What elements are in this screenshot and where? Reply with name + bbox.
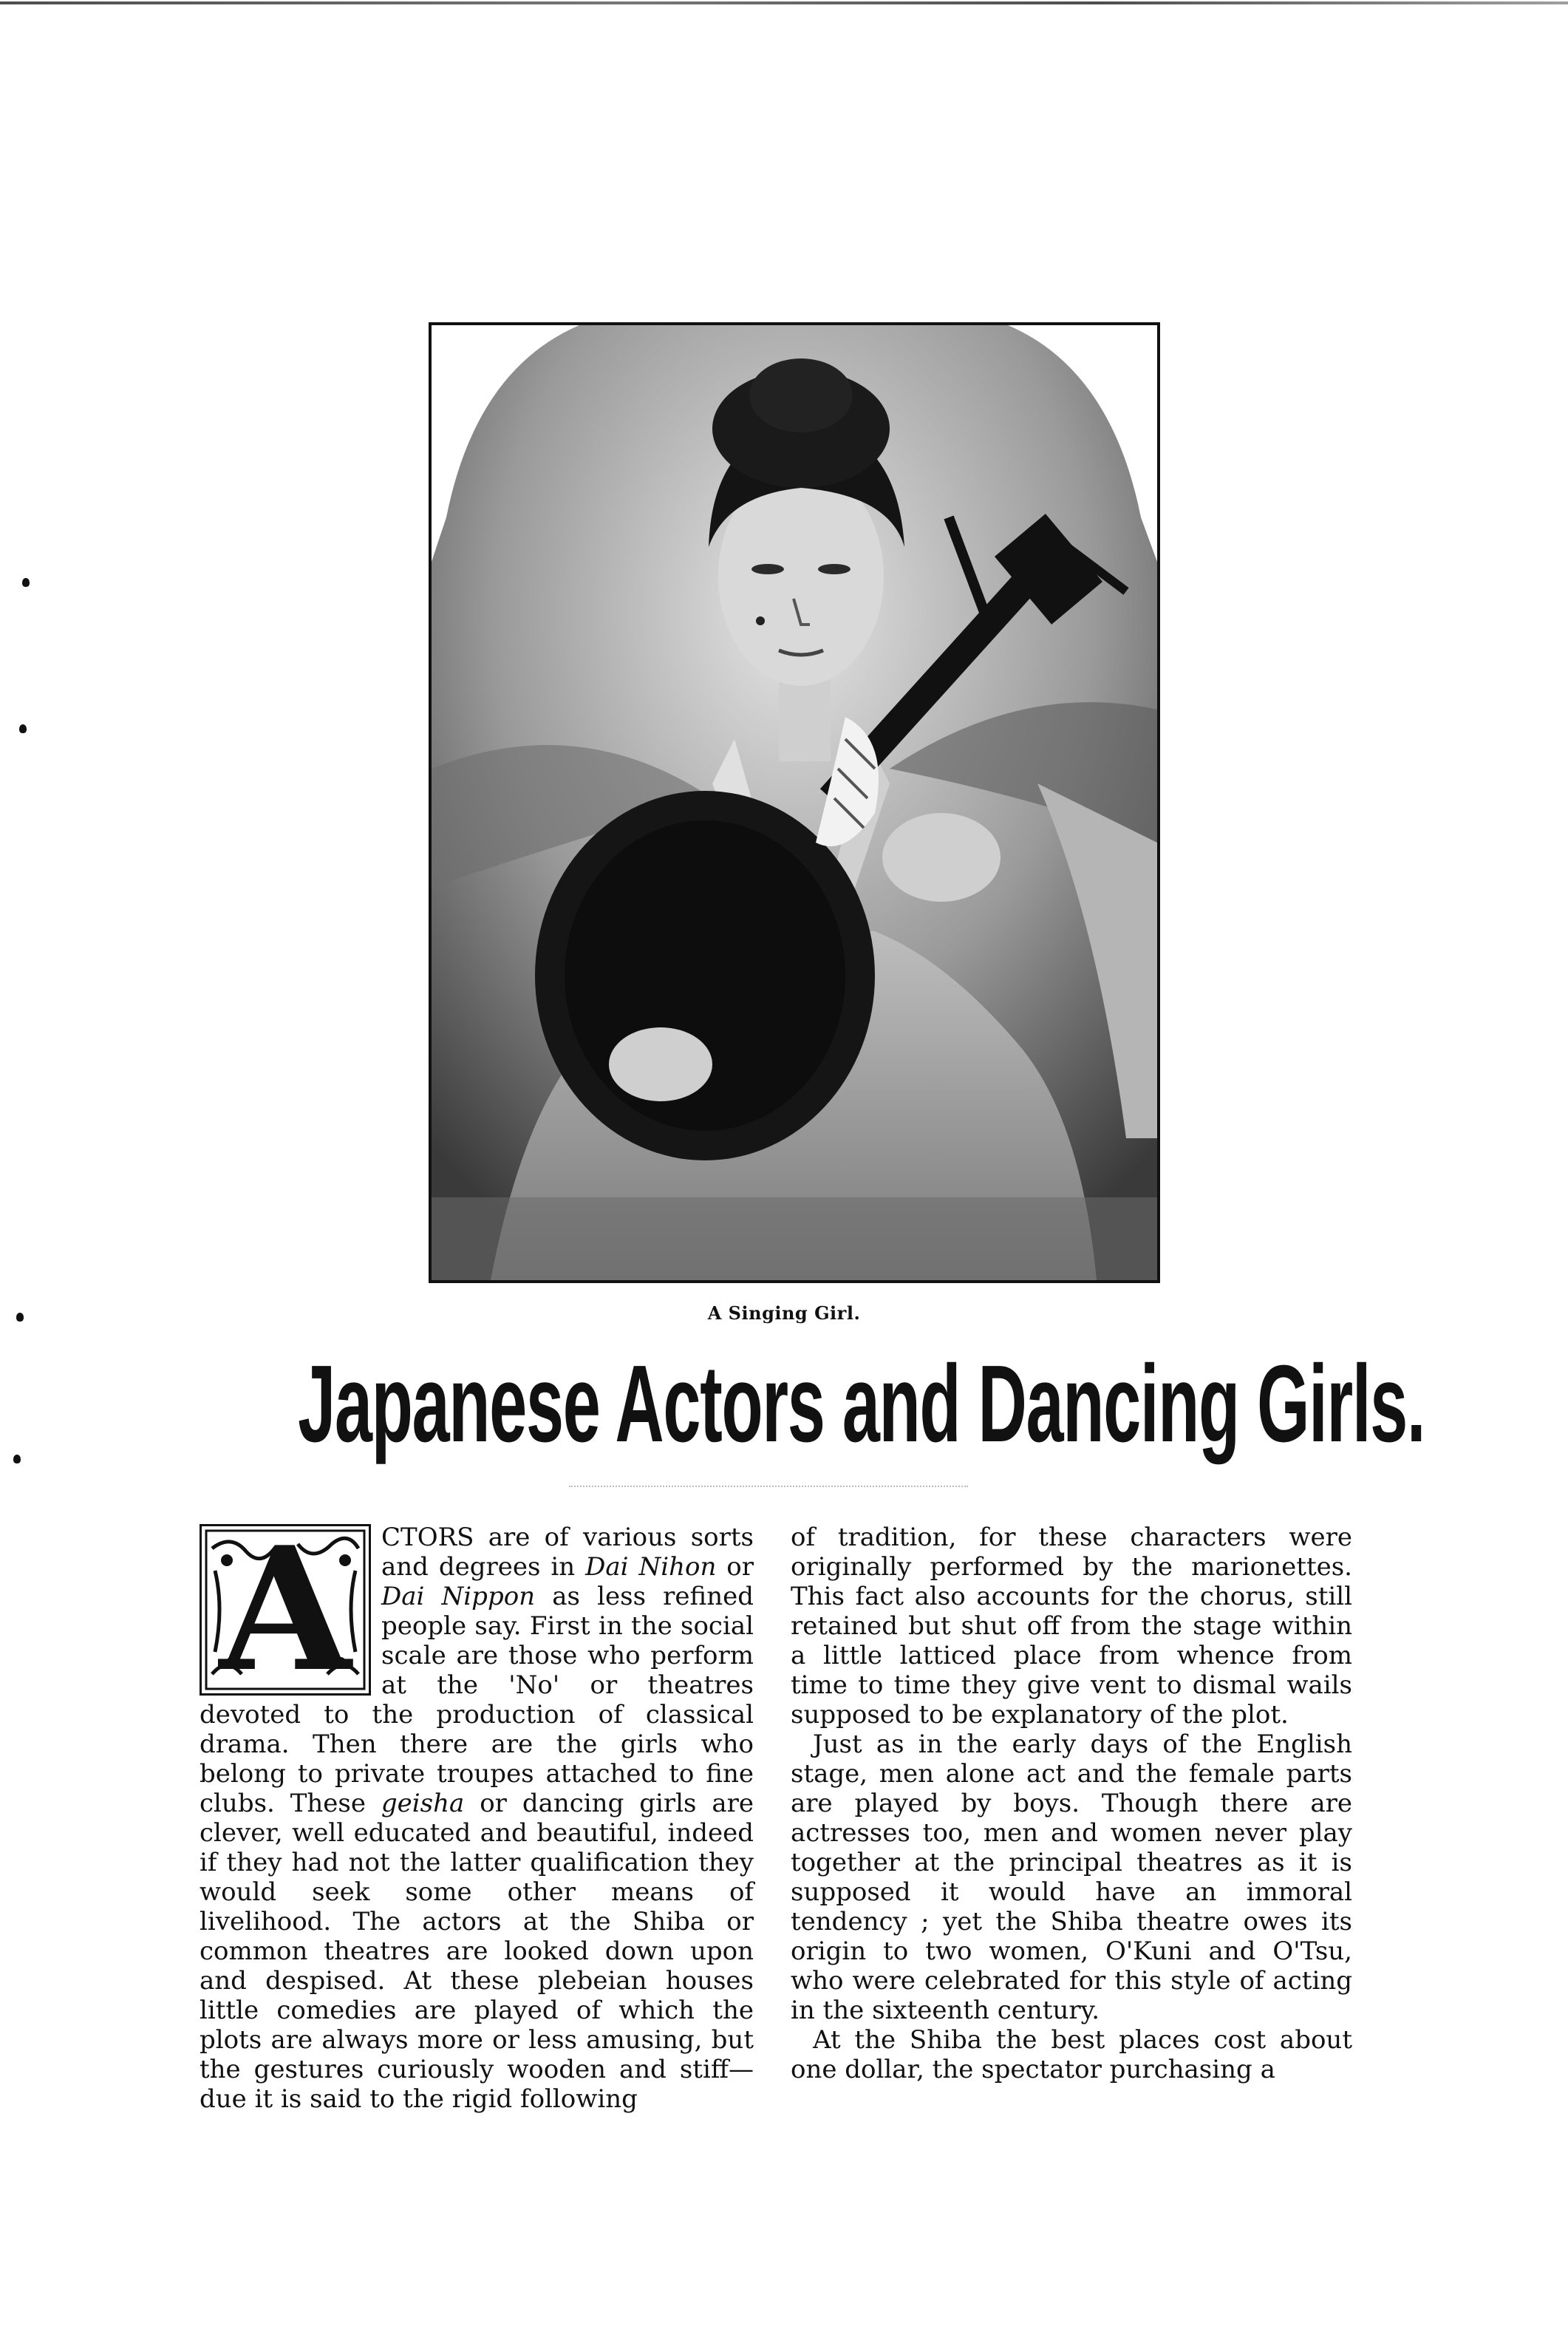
article-column-left bbox=[200, 1510, 754, 2114]
photo-caption: A Singing Girl. bbox=[707, 1302, 861, 1324]
italic-term: geisha bbox=[381, 1789, 465, 1818]
body-text: as less refined people say. First in the social scale are those who perform at the 'No' or theatres devoted to the production of classical drama. Then there are the girls who belong to private troupes attached to fine clubs. These bbox=[200, 1582, 754, 1818]
body-text: CTORS are of various sorts and degrees in bbox=[381, 1523, 754, 1582]
singing-girl-photo bbox=[429, 322, 1160, 1283]
margin-mark bbox=[19, 724, 27, 733]
article-paragraph bbox=[200, 1510, 754, 2114]
title-divider bbox=[569, 1486, 968, 1488]
margin-mark bbox=[22, 578, 30, 587]
top-scan-edge bbox=[0, 1, 1568, 4]
dropcap-letter: A bbox=[219, 1510, 352, 1710]
article-column-right bbox=[791, 1523, 1352, 2084]
italic-term: Dai Nihon bbox=[585, 1552, 717, 1582]
italic-term: Dai Nippon bbox=[381, 1582, 536, 1611]
ornate-dropcap bbox=[200, 1510, 371, 1710]
article-paragraph: At the Shiba the best places cost about one dollar, the spectator purchasing a bbox=[791, 2025, 1352, 2084]
body-text: or bbox=[716, 1552, 754, 1582]
article-paragraph: Just as in the early days of the English stage, men alone act and the female parts are played by boys. Though there are actresses too, men and women never play together at the principal theatres as it is supposed it would have an immoral tendency ; yet the Shiba theatre owes its origin to two women, O'Kuni and O'Tsu, who were celebrated for this style of acting in the sixteenth century. bbox=[791, 1730, 1352, 2025]
article-paragraph: of tradition, for these characters were originally performed by the marionettes. This fact also accounts for the chorus, still retained but shut off from the stage within a little latticed place from whence from time to time they give vent to dismal wails supposed to be explanatory of the plot. bbox=[791, 1523, 1352, 1730]
article-title: Japanese Actors and Dancing Girls. bbox=[298, 1343, 1425, 1465]
body-text: or dancing girls are clever, well educated and beautiful, indeed if they had not the latter qualification they would seek some other means of livelihood. The actors at the Shiba or common theatres are looked down upon and despised. At these plebeian houses little comedies are played of which the plots are always more or less amusing, but the gestures curiously wooden and stiff—due it is said to the rigid following bbox=[200, 1789, 754, 2114]
margin-mark bbox=[13, 1455, 21, 1463]
